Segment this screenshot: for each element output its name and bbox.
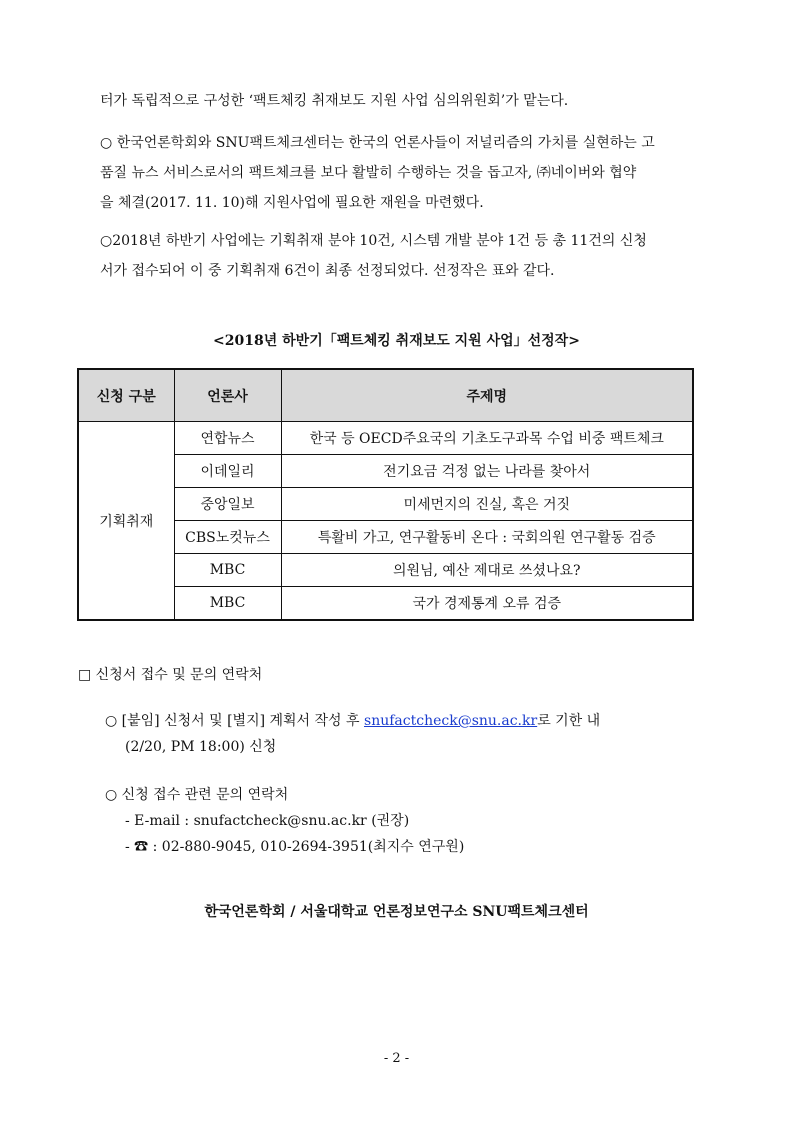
outlet-cell: MBC (174, 554, 281, 587)
category-cell: 기획취재 (78, 422, 174, 621)
contact-heading: □ 신청서 접수 및 문의 연락처 (78, 667, 263, 683)
topic-cell: 국가 경제통계 오류 검증 (281, 587, 693, 621)
submission-line (105, 708, 600, 734)
text-line: ○2018년 하반기 사업에는 기획취재 분야 10건, 시스템 개발 분야 1건 등 총 11건의 신청 (100, 233, 647, 249)
submission-instructions (105, 708, 600, 760)
outlet-cell: MBC (174, 587, 281, 621)
text-line: ○ 한국언론학회와 SNU팩트체크센터는 한국의 언론사들이 저널리즘의 가치를 실현하는 고 (100, 135, 655, 151)
header-category: 신청 구분 (78, 369, 174, 422)
submission-email-link[interactable]: snufactcheck@snu.ac.kr (364, 713, 538, 729)
table-row (78, 422, 693, 455)
topic-cell: 한국 등 OECD주요국의 기초도구과목 수업 비중 팩트체크 (281, 422, 693, 455)
topic-cell: 미세먼지의 진실, 혹은 거짓 (281, 488, 693, 521)
submission-suffix: 로 기한 내 (537, 713, 601, 729)
topic-cell: 의원님, 예산 제대로 쓰셨나요? (281, 554, 693, 587)
inquiry-contacts (105, 782, 464, 860)
table-caption: <2018년 하반기「팩트체킹 취재보도 지원 사업」선정작> (213, 333, 580, 349)
agreement-paragraph (100, 128, 720, 218)
selection-paragraph (100, 226, 720, 286)
page-number: - 2 - (383, 1051, 410, 1066)
text-line: 서가 접수되어 이 중 기획취재 6건이 최종 선정되었다. 선정작은 표와 같다. (100, 263, 555, 279)
intro-paragraph (100, 86, 720, 116)
submission-deadline: (2/20, PM 18:00) 신청 (125, 739, 277, 755)
organization-footer: 한국언론학회 / 서울대학교 언론정보연구소 SNU팩트체크센터 (204, 904, 589, 920)
outlet-cell: 연합뉴스 (174, 422, 281, 455)
email-line: - E-mail : snufactcheck@snu.ac.kr (권장) (125, 813, 410, 829)
submission-prefix: ○ [붙임] 신청서 및 [별지] 계획서 작성 후 (105, 713, 365, 729)
outlet-cell: CBS노컷뉴스 (174, 521, 281, 554)
text-line: 터가 독립적으로 구성한 ‘팩트체킹 취재보도 지원 사업 심의위원회’가 맡는다. (100, 93, 569, 109)
header-outlet: 언론사 (174, 369, 281, 422)
outlet-cell: 이데일리 (174, 455, 281, 488)
header-topic: 주제명 (281, 369, 693, 422)
phone-line: - ☎ : 02-880-9045, 010-2694-3951(최지수 연구원) (125, 839, 465, 855)
text-line: 품질 뉴스 서비스로서의 팩트체크를 보다 활발히 수행하는 것을 돕고자, ㈜네이버와 협약 (100, 165, 637, 181)
inquiry-title: ○ 신청 접수 관련 문의 연락처 (105, 787, 289, 803)
topic-cell: 특활비 가고, 연구활동비 온다 : 국회의원 연구활동 검증 (281, 521, 693, 554)
selection-table (77, 368, 694, 621)
table-header-row (78, 369, 693, 422)
text-line: 을 체결(2017. 11. 10)해 지원사업에 필요한 재원을 마련했다. (100, 195, 484, 211)
topic-cell: 전기요금 걱정 없는 나라를 찾아서 (281, 455, 693, 488)
outlet-cell: 중앙일보 (174, 488, 281, 521)
